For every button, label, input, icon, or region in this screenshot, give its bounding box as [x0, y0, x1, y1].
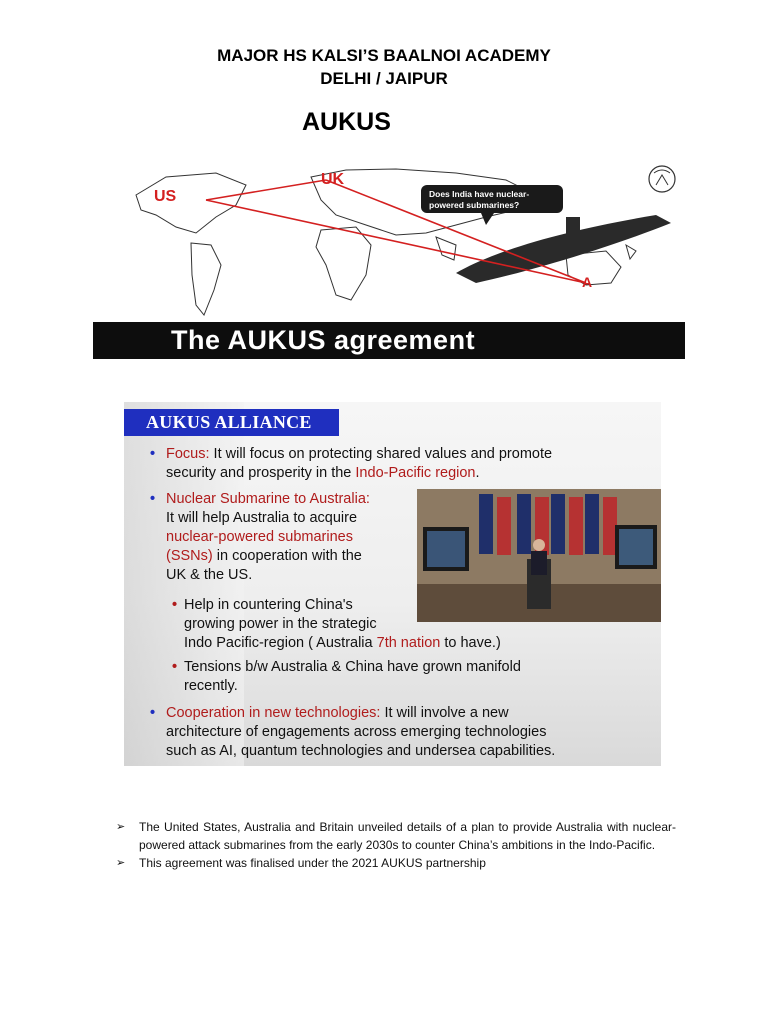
australia-label: A — [582, 274, 593, 290]
sub1-line-2: growing power in the strategic — [184, 616, 377, 632]
nuclear-line-1: It will help Australia to acquire — [166, 510, 358, 526]
academy-header — [0, 44, 768, 90]
arrow-bullet-icon: ➢ — [116, 857, 126, 869]
list-item-text: This agreement was finalised under the 2021 AUKUS partnership — [139, 856, 486, 870]
focus-end: . — [475, 465, 480, 481]
sub1-line-1: Help in countering China's — [184, 597, 353, 613]
bullet-dot-icon: • — [172, 597, 178, 613]
world-map-graphic — [96, 155, 688, 323]
sub2-line-2: recently. — [184, 678, 238, 694]
submarine-graphic — [456, 215, 671, 283]
list-item-text: The United States, Australia and Britain unveiled details of a plan to provide Australia with nuclear-powered attack submarines from the early 2030s to counter China’s ambitions in the Indo-Pacific. — [139, 820, 676, 852]
nuclear-line-3-red: (SSNs) — [166, 548, 213, 564]
uk-label: UK — [321, 171, 345, 188]
summary-bullet-list — [116, 818, 676, 872]
coop-text-2: architecture of engagements across emerging technologies — [166, 724, 547, 740]
focus-text-2: security and prosperity in the — [166, 465, 356, 481]
list-item — [116, 818, 676, 854]
us-label: US — [154, 188, 177, 205]
bullet-dot-icon: • — [150, 491, 156, 507]
list-item — [116, 854, 676, 872]
aukus-agreement-banner — [93, 322, 685, 359]
callout-line-1: Does India have nuclear- — [429, 189, 530, 199]
aukus-map-image — [96, 155, 688, 323]
coop-text-3: such as AI, quantum technologies and undersea capabilities. — [166, 743, 556, 759]
sub2-line-1: Tensions b/w Australia & China have grown manifold — [184, 659, 521, 675]
arrow-bullet-icon: ➢ — [116, 821, 126, 833]
coop-text-1: It will involve a new — [380, 705, 509, 721]
nuclear-line-2: nuclear-powered submarines — [166, 529, 353, 545]
bullet-dot-icon: • — [150, 705, 156, 721]
academy-location: DELHI / JAIPUR — [320, 69, 448, 88]
focus-region: Indo-Pacific region — [355, 465, 476, 481]
sub-point-countering-china — [172, 596, 514, 634]
nuclear-submarine-point — [150, 490, 416, 585]
sub1-line-3b: to have.) — [440, 635, 501, 651]
infographic-title: AUKUS ALLIANCE — [124, 409, 339, 436]
nuclear-line-3-rest: in cooperation with the — [212, 548, 362, 564]
focus-text-1: It will focus on protecting shared values and promote — [209, 446, 553, 462]
bullet-dot-icon: • — [172, 659, 178, 675]
aukus-alliance-infographic — [124, 402, 661, 766]
sub1-line-3a: Indo Pacific-region ( Australia — [184, 635, 377, 651]
nuclear-line-4: UK & the US. — [166, 567, 253, 583]
sub-point-tensions — [172, 658, 654, 696]
sub-point-seventh-nation — [184, 634, 654, 653]
academy-name: MAJOR HS KALSI’S BAALNOI ACADEMY — [217, 46, 551, 65]
sub1-line-3-red: 7th nation — [376, 635, 441, 651]
page-title: AUKUS — [302, 108, 391, 136]
coop-label: Cooperation in new technologies: — [166, 705, 381, 721]
banner-text: The AUKUS agreement — [171, 325, 476, 355]
focus-point — [150, 445, 656, 483]
callout-line-2: powered submarines? — [429, 200, 520, 210]
focus-label: Focus: — [166, 446, 210, 462]
bullet-dot-icon: • — [150, 446, 156, 462]
nuclear-heading: Nuclear Submarine to Australia: — [166, 491, 370, 507]
cooperation-point — [150, 704, 656, 761]
